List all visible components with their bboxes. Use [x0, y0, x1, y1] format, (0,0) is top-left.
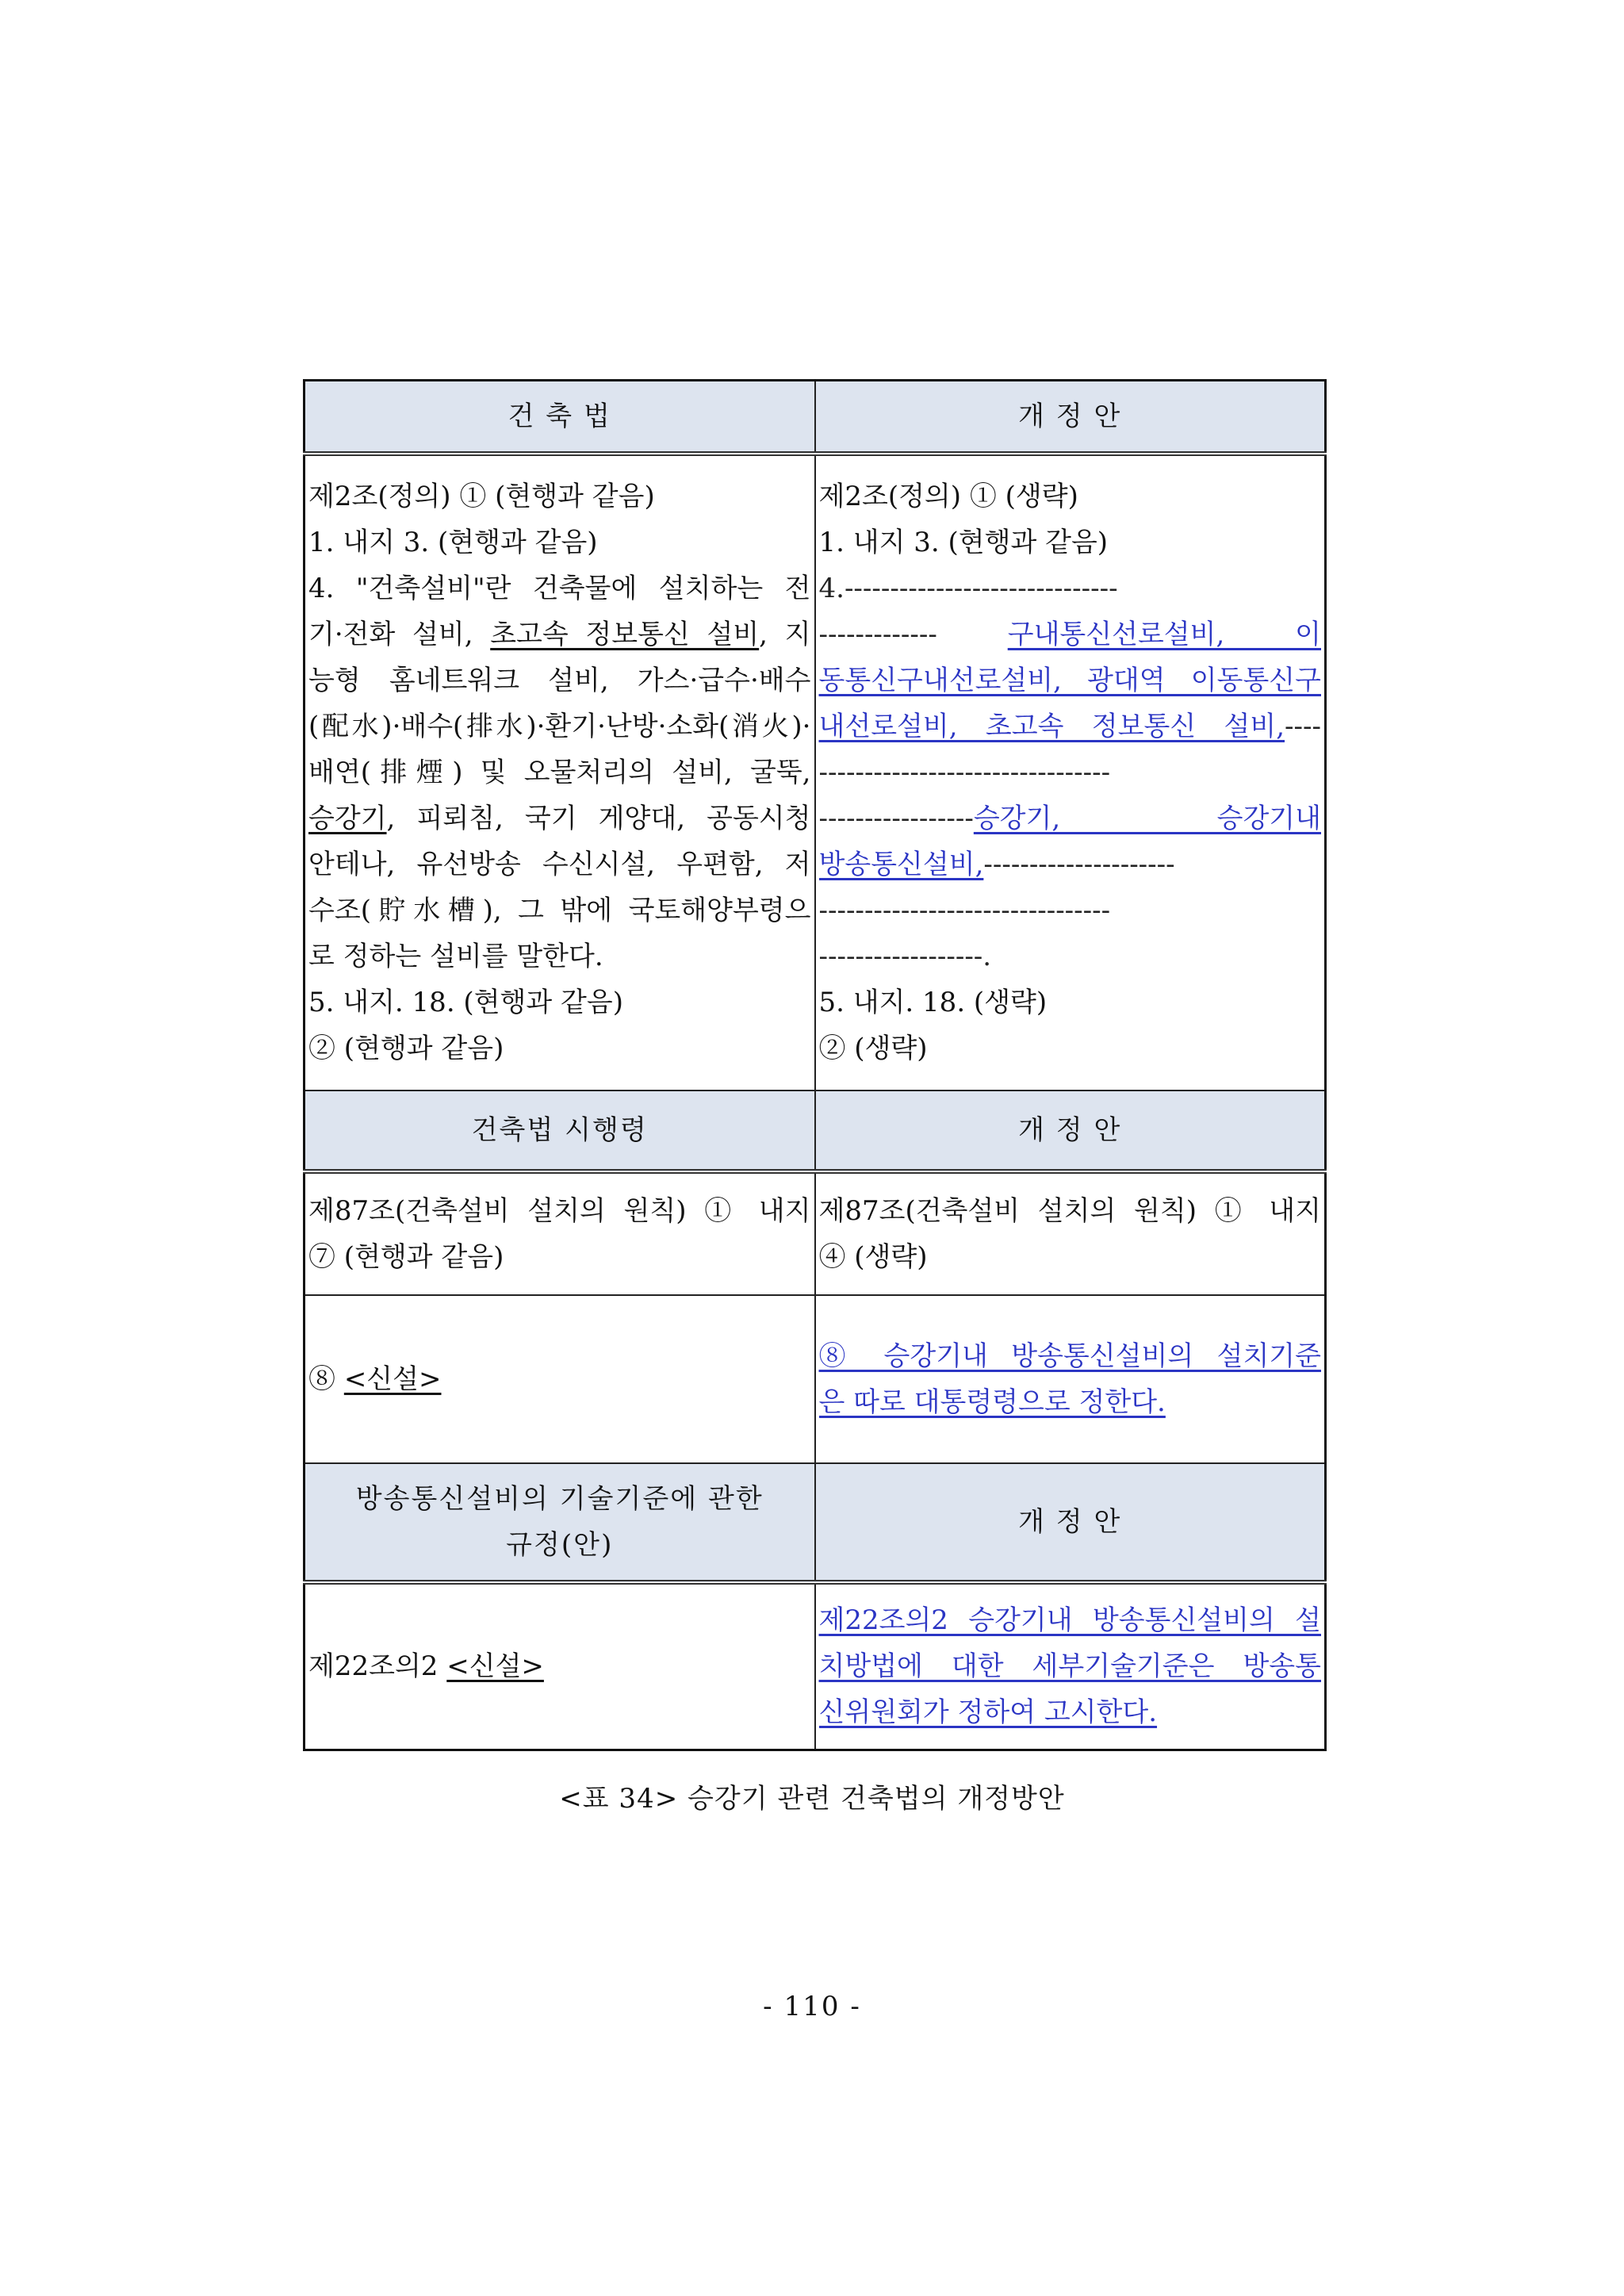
text-line: 수조(貯水槽), 그 밖에 국토해양부령으: [308, 895, 811, 926]
header-amendment: 개 정 안: [815, 381, 1326, 454]
text-line: [819, 1379, 1322, 1425]
amended-text: 치방법에 대한 세부기술기준은 방송통: [818, 1650, 1321, 1683]
text-line: 안테나, 유선방송 수신시설, 우편함, 저: [308, 849, 811, 880]
article2-row: [304, 454, 1326, 1091]
text-line: 1. 내지 3. (현행과 같음): [818, 527, 1109, 558]
current-law-article2-cell: [304, 454, 815, 1091]
text-line: ⑧ <신설>: [308, 1363, 442, 1395]
text-line: 기·전화 설비, 초고속 정보통신 설비, 지: [308, 619, 811, 650]
header-line: 방송통신설비의 기술기준에 관한: [355, 1482, 764, 1515]
amended-text: 승강기, 승강기내: [973, 803, 1321, 834]
amended-article22-2-cell: [815, 1582, 1326, 1750]
new-provision-label: <신설>: [343, 1363, 442, 1395]
amended-text: 은 따로 대통령령으로 정한다.: [818, 1386, 1166, 1418]
amended-text: ⑧ 승강기내 방송통신설비의 설치기준: [818, 1340, 1321, 1372]
header-enforcement-decree: 건축법 시행령: [304, 1091, 815, 1171]
amended-article87-cell: [815, 1171, 1326, 1295]
text-line: 방송통신설비,---------------------: [818, 849, 1175, 880]
current-article87-cell: [304, 1171, 815, 1295]
text-line: 배연(排煙) 및 오물처리의 설비, 굴뚝,: [308, 757, 811, 788]
text-line: 능형 홈네트워크 설비, 가스·급수·배수: [308, 665, 811, 696]
amended-text: 내선로설비, 초고속 정보통신 설비,: [818, 711, 1285, 742]
amended-text: 동통신구내선로설비, 광대역 이동통신구: [818, 665, 1321, 696]
header-current-law: 건 축 법: [304, 381, 815, 454]
article87-para8-row: [304, 1295, 1326, 1463]
text-line: --------------------------------: [818, 895, 1111, 926]
text-line: 제22조의2 <신설>: [308, 1650, 544, 1683]
header-row-building-act: [304, 381, 1326, 454]
text-line: ⑦ (현행과 같음): [308, 1240, 504, 1273]
article87-row: [304, 1171, 1326, 1295]
header-row-technical-standards: [304, 1463, 1326, 1582]
new-provision-label: <신설>: [446, 1650, 544, 1683]
comparison-table: [303, 379, 1327, 1751]
text-line: 1. 내지 3. (현행과 같음): [308, 527, 598, 558]
text-line: 제87조(건축설비 설치의 원칙) ① 내지: [308, 1194, 811, 1227]
amended-text: 제22조의2 승강기내 방송통신설비의 설: [818, 1604, 1321, 1637]
text-line: [819, 1689, 1322, 1735]
text-line: 제87조(건축설비 설치의 원칙) ① 내지: [818, 1194, 1321, 1227]
underlined-term: 승강기: [308, 803, 387, 834]
text-line: 제2조(정의) ① (현행과 같음): [308, 481, 655, 512]
header-amendment: 개 정 안: [815, 1091, 1326, 1171]
current-article22-2-cell: [304, 1582, 815, 1750]
text-line: (配水)·배수(排水)·환기·난방·소화(消火)·: [308, 711, 811, 742]
header-amendment: 개 정 안: [815, 1463, 1326, 1582]
text-line: 승강기, 피뢰침, 국기 게양대, 공동시청: [308, 803, 811, 834]
underlined-term: 초고속 정보통신 설비: [490, 619, 760, 650]
text-line: 로 정하는 설비를 말한다.: [308, 941, 603, 972]
amended-text: 방송통신설비,: [818, 849, 984, 880]
text-line: --------------------------------: [818, 757, 1111, 788]
text-line: 내선로설비, 초고속 정보통신 설비,----: [818, 711, 1321, 742]
text-line: 4. "건축설비"란 건축물에 설치하는 전: [308, 573, 811, 604]
amended-para8-cell: [815, 1295, 1326, 1463]
amended-text: 구내통신선로설비, 이: [1007, 619, 1321, 650]
table-caption: <표 34> 승강기 관련 건축법의 개정방안: [559, 1783, 1065, 1815]
article22-2-row: [304, 1582, 1326, 1750]
header-row-enforcement-decree: [304, 1091, 1326, 1171]
header-technical-standards: [304, 1463, 815, 1582]
page-number: - 110 -: [763, 1991, 861, 2022]
text-line: ② (현행과 같음): [308, 1033, 504, 1064]
text-line: ------------- 구내통신선로설비, 이: [818, 619, 1321, 650]
current-para8-cell: [304, 1295, 815, 1463]
text-line: ④ (생략): [818, 1240, 928, 1273]
amended-text: 신위원회가 정하여 고시한다.: [818, 1696, 1158, 1729]
amendment-article2-cell: [815, 454, 1326, 1091]
text-line: 5. 내지. 18. (현행과 같음): [308, 987, 623, 1018]
text-line: 4.------------------------------: [818, 573, 1118, 604]
text-line: 제2조(정의) ① (생략): [818, 481, 1078, 512]
text-line: -----------------승강기, 승강기내: [818, 803, 1321, 834]
text-line: ② (생략): [818, 1033, 928, 1064]
text-line: 5. 내지. 18. (생략): [818, 987, 1048, 1018]
text-line: ------------------.: [818, 941, 992, 972]
header-line: 규정(안): [506, 1528, 614, 1561]
